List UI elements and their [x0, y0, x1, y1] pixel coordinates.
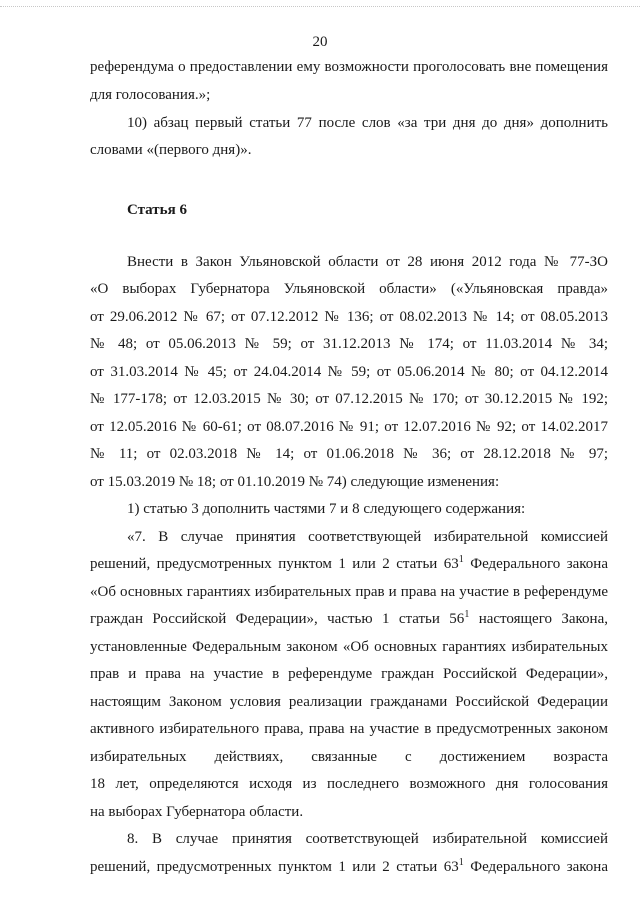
superscript: 1	[458, 554, 464, 565]
text-line: для голосования.»;	[90, 87, 211, 103]
text-line	[90, 555, 608, 573]
text-line: от 15.03.2019 № 18; от 01.10.2019 № 74) следующие изменения:	[90, 474, 500, 490]
text-line: 8. В случае принятия соответствующей избирательной комиссией	[127, 831, 608, 847]
superscript: 1	[458, 857, 464, 868]
text-run: решений, предусмотренных пунктом 1 или 2 статьи 63	[90, 859, 459, 875]
text-line	[90, 858, 608, 876]
text-line: активного избирательного права, права на участие в предусмотренных законом	[90, 721, 608, 737]
text-line: 18 лет, определяются исходя из последнего возможного дня голосования	[90, 776, 608, 792]
text-run: Федерального закона	[463, 859, 608, 875]
scan-edge-line	[0, 6, 640, 7]
text-run: Федерального закона	[463, 556, 608, 572]
text-run: граждан Российской Федерации», частью 1 статьи 56	[90, 611, 465, 627]
text-run: настоящего Закона,	[469, 611, 608, 627]
text-line: «7. В случае принятия соответствующей избирательной комиссией	[127, 529, 608, 545]
text-line: «О выборах Губернатора Ульяновской области» («Ульяновская правда»	[90, 281, 608, 297]
page-number: 20	[312, 34, 328, 50]
text-line: настоящим Законом условия реализации гражданами Российской Федерации	[90, 694, 608, 710]
text-line: прав и права на участие в референдуме граждан Российской Федерации»,	[90, 666, 608, 682]
text-line: на выборах Губернатора области.	[90, 804, 304, 820]
text-line: 10) абзац первый статьи 77 после слов «за три дня до дня» дополнить	[127, 115, 608, 131]
text-run: решений, предусмотренных пунктом 1 или 2 статьи 63	[90, 556, 459, 572]
text-line: «Об основных гарантиях избирательных прав и права на участие в референдуме	[90, 584, 608, 600]
text-line: референдума о предоставлении ему возможности проголосовать вне помещения	[90, 59, 608, 75]
text-line: от 12.05.2016 № 60-61; от 08.07.2016 № 91; от 12.07.2016 № 92; от 14.02.2017	[90, 419, 608, 435]
text-line: № 11; от 02.03.2018 № 14; от 01.06.2018 № 36; от 28.12.2018 № 97;	[90, 446, 608, 462]
text-line: Внести в Закон Ульяновской области от 28 июня 2012 года № 77-ЗО	[127, 254, 608, 270]
text-line: № 48; от 05.06.2013 № 59; от 31.12.2013 № 174; от 11.03.2014 № 34;	[90, 336, 608, 352]
text-line	[90, 610, 608, 628]
text-line: от 31.03.2014 № 45; от 24.04.2014 № 59; от 05.06.2014 № 80; от 04.12.2014	[90, 364, 608, 380]
text-line: избирательных действиях, связанные с достижением возраста	[90, 749, 608, 765]
text-line: № 177-178; от 12.03.2015 № 30; от 07.12.2015 № 170; от 30.12.2015 № 192;	[90, 391, 608, 407]
text-line: 1) статью 3 дополнить частями 7 и 8 следующего содержания:	[127, 501, 526, 517]
superscript: 1	[464, 609, 470, 620]
text-line: от 29.06.2012 № 67; от 07.12.2012 № 136; от 08.02.2013 № 14; от 08.05.2013	[90, 309, 608, 325]
text-line: установленные Федеральным законом «Об основных гарантиях избирательных	[90, 639, 608, 655]
article-heading: Статья 6	[127, 202, 187, 218]
text-line: словами «(первого дня)».	[90, 142, 252, 158]
